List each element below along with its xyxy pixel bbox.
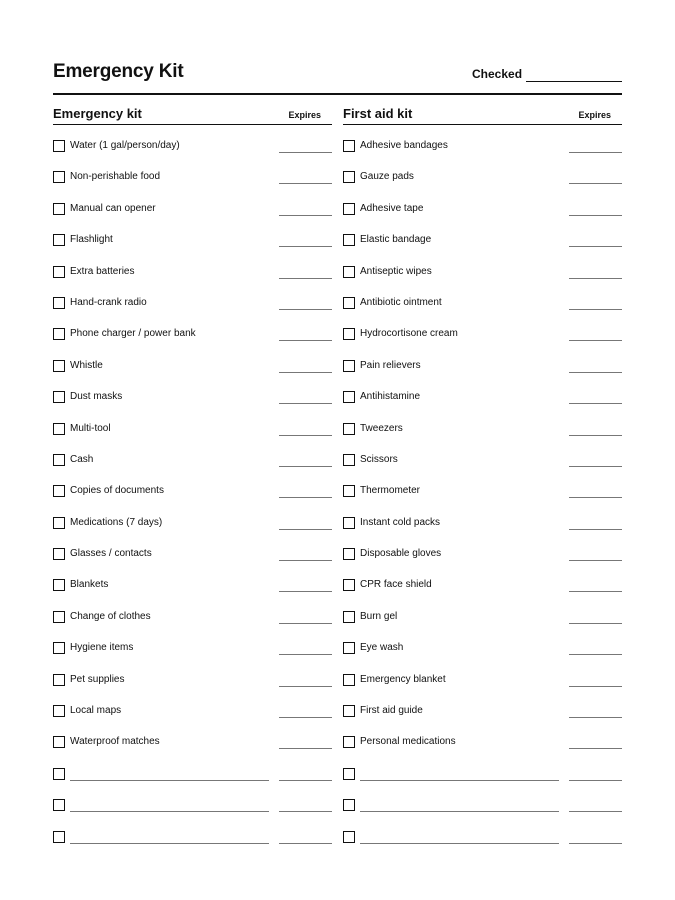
item-write-in-field[interactable] <box>360 843 559 844</box>
expires-field[interactable] <box>569 717 622 718</box>
first-aid-kit-column <box>343 104 622 862</box>
expires-field[interactable] <box>569 591 622 592</box>
checkbox[interactable] <box>53 705 65 717</box>
list-item <box>343 454 622 485</box>
checkbox[interactable] <box>343 485 355 497</box>
expires-field[interactable] <box>279 654 332 655</box>
item-label: Thermometer <box>360 485 421 497</box>
list-item <box>343 674 622 705</box>
blank-list-item <box>343 768 622 799</box>
expires-field[interactable] <box>279 529 332 530</box>
list-item <box>53 517 332 548</box>
list-item <box>53 485 332 516</box>
item-label: Antihistamine <box>360 391 421 403</box>
checkbox[interactable] <box>53 485 65 497</box>
checkbox[interactable] <box>343 140 355 152</box>
expires-field[interactable] <box>279 560 332 561</box>
emergency-kit-header <box>53 104 332 125</box>
item-label: Hand-crank radio <box>70 296 147 308</box>
expires-field[interactable] <box>569 183 622 184</box>
item-label: Copies of documents <box>70 485 164 497</box>
checkbox[interactable] <box>343 203 355 215</box>
checkbox[interactable] <box>343 171 355 183</box>
item-write-in-field[interactable] <box>360 811 559 812</box>
expires-field[interactable] <box>279 591 332 592</box>
item-label: Flashlight <box>70 234 113 246</box>
expires-field[interactable] <box>569 560 622 561</box>
checkbox[interactable] <box>53 736 65 748</box>
item-label: Hydrocortisone cream <box>360 328 458 340</box>
list-item <box>343 517 622 548</box>
list-item <box>343 611 622 642</box>
expires-field[interactable] <box>569 623 622 624</box>
blank-list-item <box>343 799 622 830</box>
item-label: Manual can opener <box>70 202 156 214</box>
checked-label: Checked <box>472 67 523 81</box>
list-item <box>343 736 622 767</box>
expires-field[interactable] <box>279 686 332 687</box>
checkbox[interactable] <box>53 517 65 529</box>
expires-field[interactable] <box>279 152 332 153</box>
checked-field[interactable] <box>526 81 622 82</box>
list-item <box>53 171 332 202</box>
expires-field[interactable] <box>569 372 622 373</box>
blank-list-item <box>53 831 332 862</box>
expires-field[interactable] <box>279 623 332 624</box>
checkbox[interactable] <box>343 642 355 654</box>
checkbox[interactable] <box>53 140 65 152</box>
list-item <box>343 140 622 171</box>
checkbox[interactable] <box>53 360 65 372</box>
list-item <box>53 360 332 391</box>
item-label: Elastic bandage <box>360 234 432 246</box>
expires-field[interactable] <box>279 780 332 781</box>
expires-field[interactable] <box>279 717 332 718</box>
list-item <box>343 485 622 516</box>
checkbox[interactable] <box>343 454 355 466</box>
expires-field[interactable] <box>279 811 332 812</box>
checkbox[interactable] <box>53 579 65 591</box>
item-label: Blankets <box>70 579 109 591</box>
list-item <box>343 423 622 454</box>
page-title: Emergency Kit <box>53 61 184 82</box>
expires-field[interactable] <box>279 215 332 216</box>
item-label: Antibiotic ointment <box>360 296 442 308</box>
checkbox[interactable] <box>343 579 355 591</box>
checkbox[interactable] <box>53 234 65 246</box>
blank-list-item <box>53 799 332 830</box>
checkbox[interactable] <box>343 234 355 246</box>
list-item <box>343 297 622 328</box>
list-item <box>53 266 332 297</box>
item-label: Waterproof matches <box>70 736 160 748</box>
checkbox[interactable] <box>343 768 355 780</box>
checkbox[interactable] <box>53 799 65 811</box>
checkbox[interactable] <box>343 831 355 843</box>
expires-field[interactable] <box>279 309 332 310</box>
expires-field[interactable] <box>569 529 622 530</box>
list-item <box>343 579 622 610</box>
list-item <box>343 548 622 579</box>
list-item <box>53 736 332 767</box>
list-item <box>343 642 622 673</box>
item-label: Burn gel <box>360 610 398 622</box>
checkbox[interactable] <box>343 266 355 278</box>
expires-field[interactable] <box>569 843 622 844</box>
expires-field[interactable] <box>569 435 622 436</box>
checkbox[interactable] <box>343 328 355 340</box>
item-write-in-field[interactable] <box>70 780 269 781</box>
expires-field[interactable] <box>279 183 332 184</box>
item-label: Pet supplies <box>70 673 125 685</box>
checkbox[interactable] <box>343 360 355 372</box>
blank-list-item <box>343 831 622 862</box>
expires-field[interactable] <box>569 497 622 498</box>
checkbox[interactable] <box>53 831 65 843</box>
item-label: Water (1 gal/person/day) <box>70 140 180 151</box>
item-label: Dust masks <box>70 391 123 403</box>
list-item <box>53 391 332 422</box>
expires-field[interactable] <box>279 403 332 404</box>
checkbox[interactable] <box>53 297 65 309</box>
checkbox[interactable] <box>53 171 65 183</box>
expires-field[interactable] <box>279 466 332 467</box>
checkbox[interactable] <box>343 517 355 529</box>
item-label: Adhesive tape <box>360 202 424 214</box>
list-item <box>53 328 332 359</box>
checkbox[interactable] <box>343 799 355 811</box>
item-label: Adhesive bandages <box>360 140 448 151</box>
expires-field[interactable] <box>279 278 332 279</box>
list-item <box>343 360 622 391</box>
checkbox[interactable] <box>343 423 355 435</box>
checkbox[interactable] <box>53 203 65 215</box>
list-item <box>53 234 332 265</box>
item-label: Personal medications <box>360 736 456 748</box>
item-label: First aid guide <box>360 705 423 717</box>
checkbox[interactable] <box>53 266 65 278</box>
item-write-in-field[interactable] <box>360 780 559 781</box>
item-label: Extra batteries <box>70 265 135 277</box>
checkbox[interactable] <box>53 548 65 560</box>
first-aid-kit-title: First aid kit <box>343 106 413 121</box>
list-item <box>53 548 332 579</box>
checkbox[interactable] <box>53 454 65 466</box>
list-item <box>53 140 332 171</box>
item-label: Non-perishable food <box>70 171 161 183</box>
item-label: CPR face shield <box>360 579 432 591</box>
checkbox[interactable] <box>343 297 355 309</box>
checkbox[interactable] <box>53 768 65 780</box>
item-label: Instant cold packs <box>360 516 441 528</box>
list-item <box>343 391 622 422</box>
item-write-in-field[interactable] <box>70 811 269 812</box>
first-aid-kit-header <box>343 104 622 125</box>
item-label: Antiseptic wipes <box>360 265 432 277</box>
checkbox[interactable] <box>343 705 355 717</box>
list-item <box>343 266 622 297</box>
item-write-in-field[interactable] <box>70 843 269 844</box>
expires-field[interactable] <box>569 309 622 310</box>
expires-field[interactable] <box>279 748 332 749</box>
item-label: Hygiene items <box>70 642 134 654</box>
item-label: Medications (7 days) <box>70 516 163 528</box>
item-label: Whistle <box>70 359 103 371</box>
checkbox[interactable] <box>343 548 355 560</box>
expires-field[interactable] <box>569 278 622 279</box>
list-item <box>53 297 332 328</box>
item-label: Eye wash <box>360 642 404 654</box>
list-item <box>343 234 622 265</box>
expires-field[interactable] <box>569 686 622 687</box>
expires-field[interactable] <box>569 152 622 153</box>
blank-list-item <box>53 768 332 799</box>
expires-field[interactable] <box>569 748 622 749</box>
page-header <box>53 60 622 95</box>
list-item <box>343 328 622 359</box>
list-item <box>53 579 332 610</box>
list-item <box>343 171 622 202</box>
checkbox[interactable] <box>343 391 355 403</box>
checkbox[interactable] <box>53 391 65 403</box>
checkbox[interactable] <box>53 642 65 654</box>
item-label: Local maps <box>70 705 122 717</box>
expires-label: Expires <box>578 110 611 120</box>
expires-field[interactable] <box>279 340 332 341</box>
list-item <box>53 705 332 736</box>
expires-field[interactable] <box>569 246 622 247</box>
emergency-kit-title: Emergency kit <box>53 106 142 121</box>
expires-label: Expires <box>288 110 321 120</box>
list-item <box>53 423 332 454</box>
emergency-kit-column <box>53 104 332 862</box>
expires-field[interactable] <box>569 654 622 655</box>
item-label: Disposable gloves <box>360 548 442 560</box>
expires-field[interactable] <box>569 466 622 467</box>
item-label: Pain relievers <box>360 359 421 371</box>
expires-field[interactable] <box>569 340 622 341</box>
list-item <box>53 674 332 705</box>
expires-field[interactable] <box>569 811 622 812</box>
checkbox[interactable] <box>53 611 65 623</box>
checkbox[interactable] <box>53 328 65 340</box>
expires-field[interactable] <box>569 403 622 404</box>
checkbox[interactable] <box>343 674 355 686</box>
expires-field[interactable] <box>279 843 332 844</box>
item-label: Phone charger / power bank <box>70 328 196 340</box>
checkbox[interactable] <box>53 674 65 686</box>
item-label: Tweezers <box>360 422 403 434</box>
item-label: Cash <box>70 453 94 465</box>
list-item <box>53 611 332 642</box>
list-item <box>53 454 332 485</box>
list-item <box>53 203 332 234</box>
expires-field[interactable] <box>569 215 622 216</box>
checkbox[interactable] <box>53 423 65 435</box>
expires-field[interactable] <box>279 246 332 247</box>
checkbox[interactable] <box>343 611 355 623</box>
expires-field[interactable] <box>279 497 332 498</box>
expires-field[interactable] <box>569 780 622 781</box>
item-label: Multi-tool <box>70 422 111 434</box>
checkbox[interactable] <box>343 736 355 748</box>
expires-field[interactable] <box>279 372 332 373</box>
item-label: Scissors <box>360 453 398 465</box>
expires-field[interactable] <box>279 435 332 436</box>
emergency-kit-list <box>53 140 332 862</box>
list-item <box>343 203 622 234</box>
item-label: Emergency blanket <box>360 673 446 685</box>
first-aid-kit-list <box>343 140 622 862</box>
item-label: Change of clothes <box>70 610 151 622</box>
item-label: Gauze pads <box>360 171 414 183</box>
list-item <box>343 705 622 736</box>
list-item <box>53 642 332 673</box>
item-label: Glasses / contacts <box>70 548 152 560</box>
